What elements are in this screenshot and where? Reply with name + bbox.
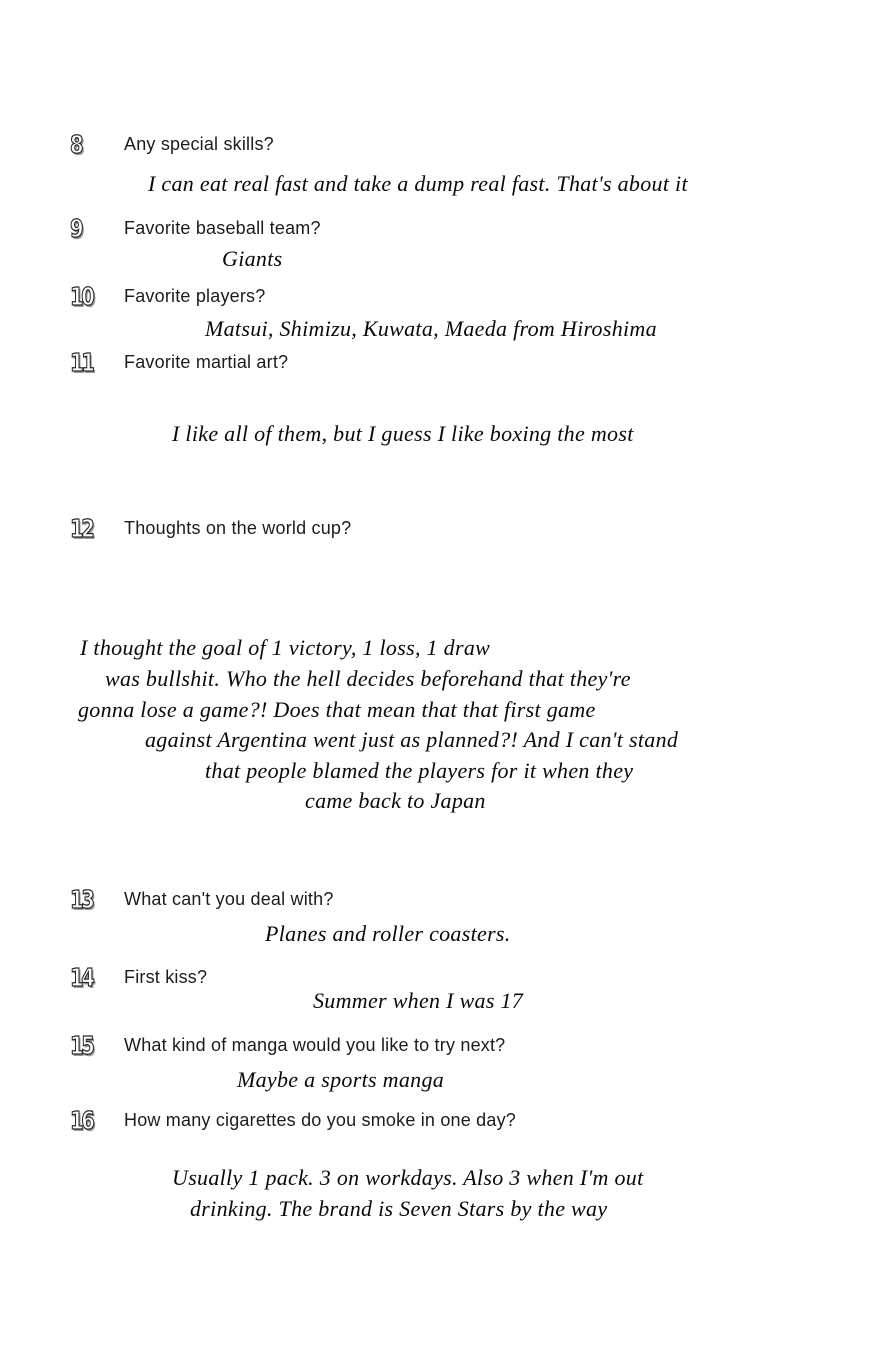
handwritten-answer: Matsui, Shimizu, Kuwata, Maeda from Hiroshima <box>205 316 657 341</box>
question-text: First kiss? <box>124 967 208 987</box>
question-number-badge: 10 <box>70 282 93 311</box>
handwritten-answer-line: drinking. The brand is Seven Stars by the way <box>190 1196 608 1221</box>
handwritten-answer: Giants <box>222 246 283 271</box>
handwritten-answer: Maybe a sports manga <box>237 1067 445 1092</box>
question-text: Favorite players? <box>124 286 266 306</box>
handwritten-answer-line: I thought the goal of 1 victory, 1 loss, 1 draw <box>80 635 491 660</box>
handwritten-answer-line: Usually 1 pack. 3 on workdays. Also 3 when I'm out <box>172 1165 644 1190</box>
handwritten-answer: Planes and roller coasters. <box>265 921 511 946</box>
question-text: Favorite baseball team? <box>124 218 321 238</box>
question-row-14 <box>70 965 207 990</box>
question-text: Any special skills? <box>124 134 274 154</box>
question-number-badge: 11 <box>70 348 93 377</box>
question-number-badge: 15 <box>70 1031 93 1060</box>
handwritten-answer: Summer when I was 17 <box>313 988 524 1013</box>
question-text: What kind of manga would you like to try next? <box>124 1035 506 1055</box>
question-text: Thoughts on the world cup? <box>124 518 352 538</box>
question-row-13 <box>70 887 334 912</box>
handwritten-answer-line: came back to Japan <box>305 788 486 813</box>
question-number-badge: 9 <box>70 214 82 243</box>
handwritten-answer-line: gonna lose a game?! Does that mean that that first game <box>78 697 596 722</box>
question-text: What can't you deal with? <box>124 889 334 909</box>
question-row-9 <box>70 216 321 241</box>
question-number-badge: 16 <box>70 1106 93 1135</box>
question-row-15 <box>70 1033 505 1058</box>
question-row-12 <box>70 516 351 541</box>
handwritten-answer: I can eat real fast and take a dump real fast. That's about it <box>148 171 688 196</box>
question-text: How many cigarettes do you smoke in one day? <box>124 1110 517 1130</box>
question-number-badge: 8 <box>70 130 82 159</box>
handwritten-answer: I like all of them, but I guess I like boxing the most <box>172 421 634 446</box>
question-row-16 <box>70 1108 516 1133</box>
question-number-badge: 13 <box>70 885 93 914</box>
handwritten-answer-line: was bullshit. Who the hell decides beforehand that they're <box>105 666 631 691</box>
question-text: Favorite martial art? <box>124 352 289 372</box>
handwritten-answer-line: that people blamed the players for it when they <box>205 758 634 783</box>
question-number-badge: 12 <box>70 514 93 543</box>
handwritten-answer-line: against Argentina went just as planned?! And I can't stand <box>145 727 679 752</box>
question-row-11 <box>70 350 288 375</box>
question-row-8 <box>70 132 274 157</box>
question-row-10 <box>70 284 265 309</box>
question-number-badge: 14 <box>70 963 93 992</box>
